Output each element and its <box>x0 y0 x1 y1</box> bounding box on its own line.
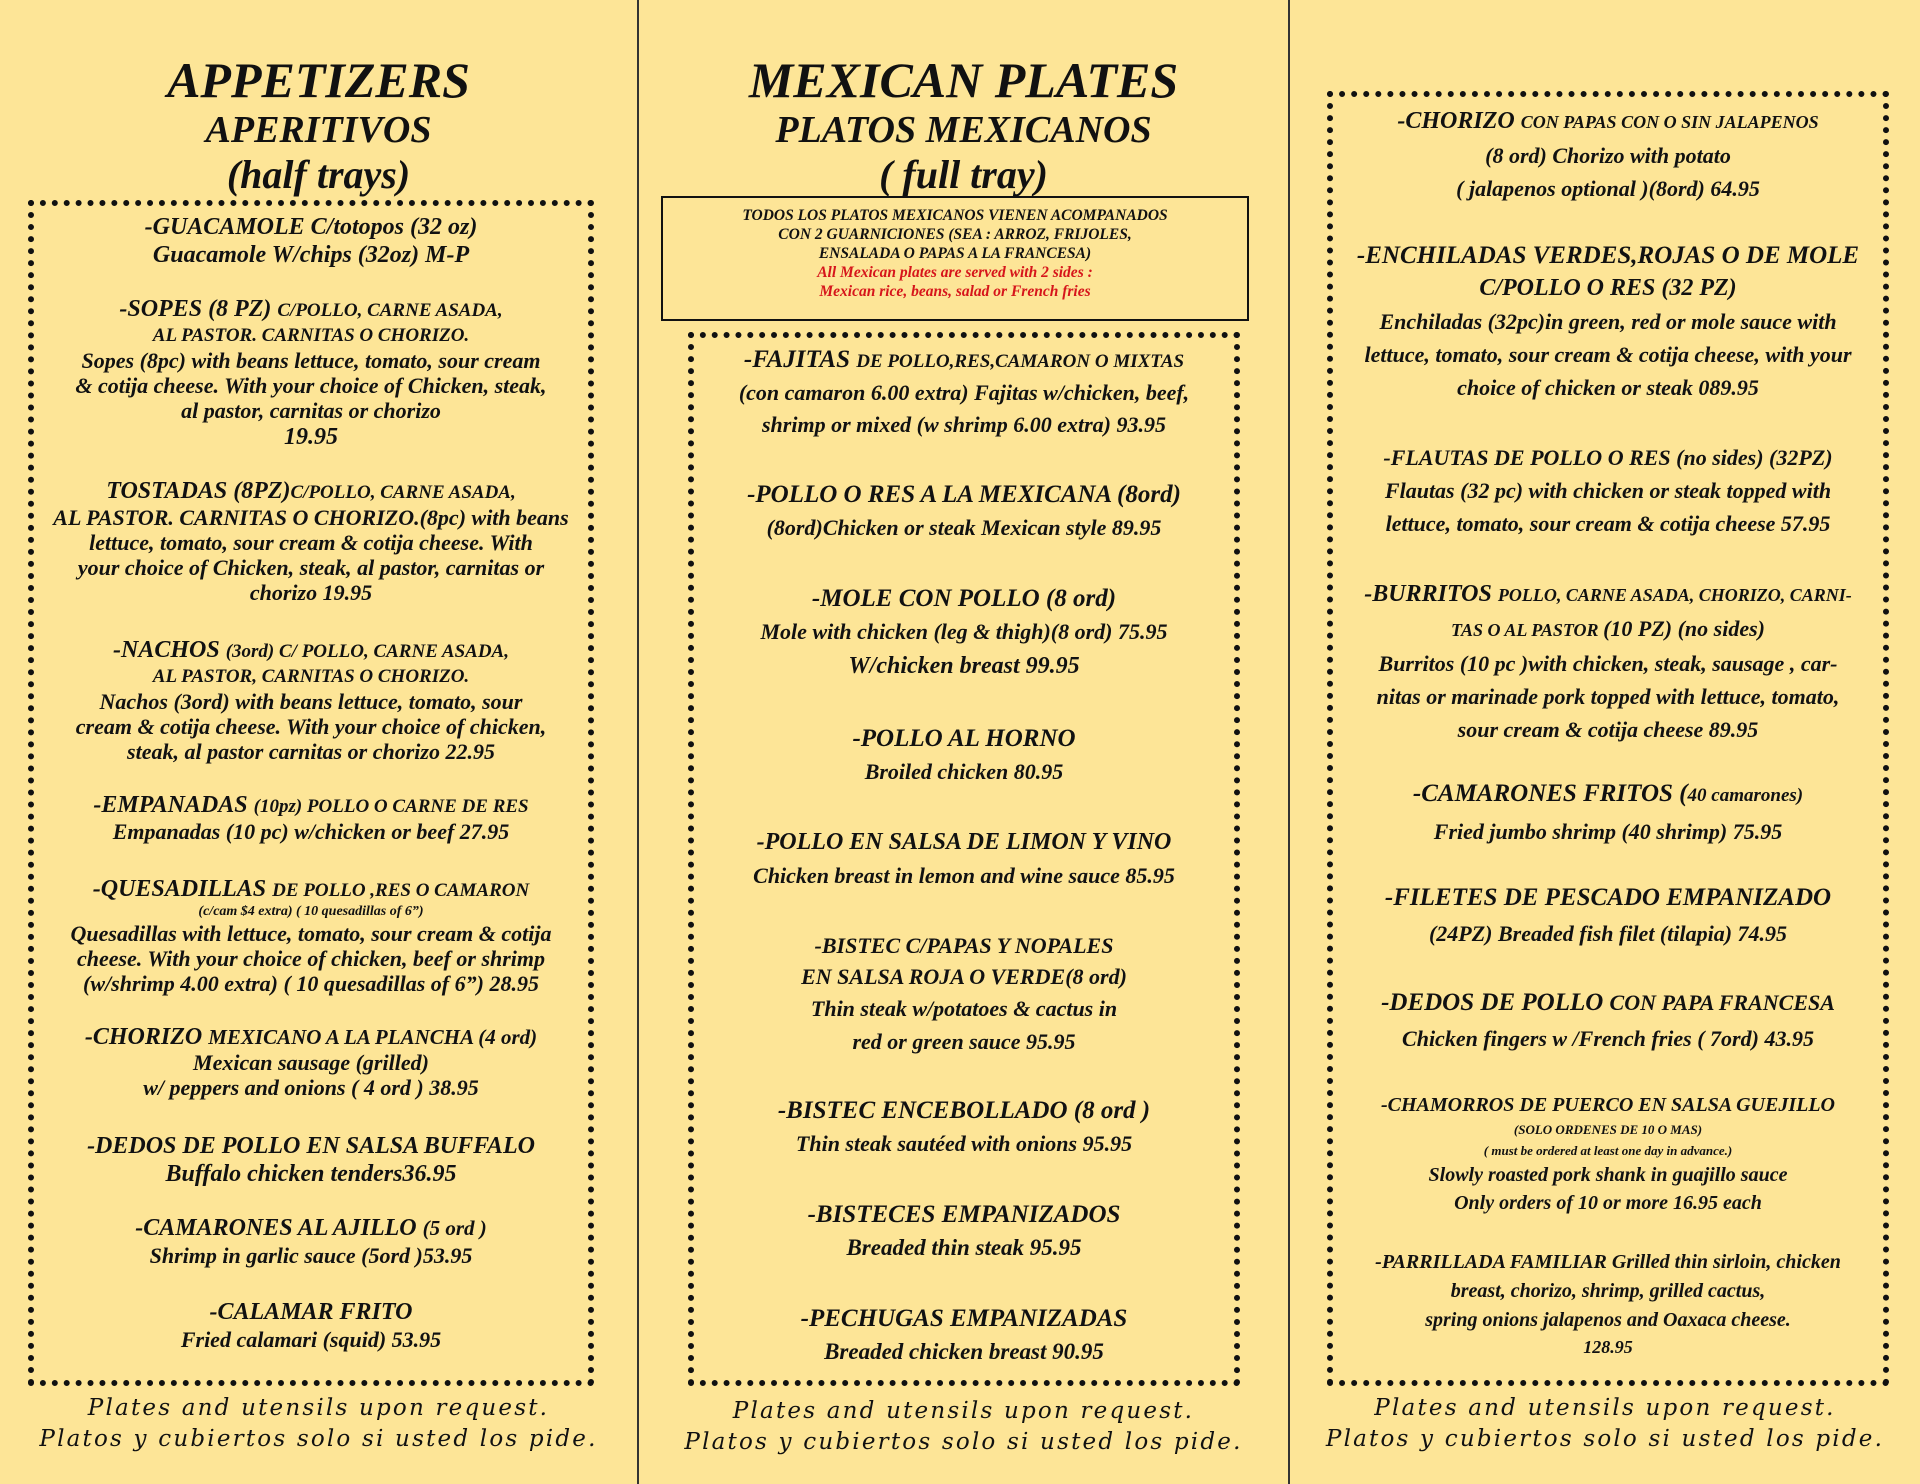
item-title: -CHORIZO MEXICANO A LA PLANCHA (4 ord) <box>84 1024 538 1050</box>
item-title: -DEDOS DE POLLO EN SALSA BUFFALO <box>87 1133 535 1159</box>
item-description: Mole with chicken (leg & thigh)(8 ord) 75.95 <box>760 619 1168 644</box>
item-description: lettuce, tomato, sour cream & cotija cheese. With <box>89 530 533 555</box>
item-description: nitas or marinade pork topped with lettuce, tomato, <box>1376 684 1840 709</box>
item-note: ( must be ordered at least one day in advance.) <box>1483 1143 1733 1158</box>
plate-mole <box>694 582 1234 683</box>
footer-spanish: Platos y cubiertos solo si usted los pide. <box>1325 1426 1885 1452</box>
right-flautas <box>1333 441 1883 540</box>
right-enchiladas <box>1333 239 1883 404</box>
item-title: -FAJITAS DE POLLO,RES,CAMARON O MIXTAS <box>743 346 1185 373</box>
appetizer-sopes <box>34 296 588 451</box>
plates-subtitle: PLATOS MEXICANOS <box>775 109 1152 151</box>
item-title: -EMPANADAS (10pz) POLLO O CARNE DE RES <box>93 792 529 818</box>
right-chorizo-papas <box>1333 104 1883 205</box>
item-description: Buffalo chicken tenders36.95 <box>165 1161 457 1187</box>
note-line-english: Mexican rice, beans, salad or French fries <box>819 283 1091 300</box>
item-description: Flautas (32 pc) with chicken or steak topped with <box>1384 478 1832 503</box>
item-subtitle: C/POLLO O RES (32 PZ) <box>1479 275 1737 301</box>
item-title: -MOLE CON POLLO (8 ord) <box>811 585 1117 612</box>
appetizer-tostadas <box>34 478 588 605</box>
item-description: red or green sauce 95.95 <box>852 1029 1076 1054</box>
item-description: & cotija cheese. With your choice of Chicken, steak, <box>75 373 547 398</box>
item-title: -PECHUGAS EMPANIZADAS <box>800 1305 1128 1332</box>
item-description: Fried jumbo shrimp (40 shrimp) 75.95 <box>1433 819 1783 844</box>
appetizers-subtitle: APERITIVOS <box>205 109 432 151</box>
item-description: Sopes (8pc) with beans lettuce, tomato, sour cream <box>81 348 541 373</box>
item-description: sour cream & cotija cheese 89.95 <box>1457 717 1759 742</box>
item-description: breast, chorizo, shrimp, grilled cactus, <box>1450 1280 1766 1302</box>
item-description: cream & cotija cheese. With your choice of chicken, <box>75 714 547 739</box>
item-subtitle: AL PASTOR. CARNITAS O CHORIZO. <box>152 325 470 346</box>
item-description: Quesadillas with lettuce, tomato, sour cream & cotija <box>70 921 552 946</box>
right-dedos-pollo <box>1333 985 1883 1057</box>
plate-a-la-mexicana <box>694 478 1234 545</box>
note-line: TODOS LOS PLATOS MEXICANOS VIENEN ACOMPANADOS <box>742 207 1168 224</box>
appetizer-calamar <box>34 1298 588 1354</box>
right-parrillada <box>1333 1248 1883 1360</box>
plate-bistec-papas <box>694 930 1234 1058</box>
item-description: steak, al pastor carnitas or chorizo 22.95 <box>127 739 495 764</box>
item-description: Thin steak sautéed with onions 95.95 <box>795 1131 1133 1156</box>
item-description: Nachos (3ord) with beans lettuce, tomato, sour <box>99 689 523 714</box>
item-title: -BISTECES EMPANIZADOS <box>807 1201 1121 1228</box>
item-subtitle: EN SALSA ROJA O VERDE(8 ord) <box>801 964 1127 989</box>
item-title: -DEDOS DE POLLO CON PAPA FRANCESA <box>1381 989 1835 1016</box>
item-price: 19.95 <box>284 424 338 450</box>
item-description: (8ord)Chicken or steak Mexican style 89.95 <box>766 515 1162 540</box>
item-description: Breaded chicken breast 90.95 <box>824 1339 1104 1364</box>
item-description: lettuce, tomato, sour cream & cotija cheese, with your <box>1364 342 1852 367</box>
item-title: -QUESADILLAS DE POLLO ,RES O CAMARON <box>92 876 530 902</box>
item-description: ( jalapenos optional )(8ord) 64.95 <box>1456 176 1760 201</box>
appetizer-camarones-ajillo <box>34 1214 588 1270</box>
appetizer-dedos-buffalo <box>34 1132 588 1188</box>
item-description: W/chicken breast 99.95 <box>848 653 1080 679</box>
item-description: Mexican sausage (grilled) <box>193 1050 429 1075</box>
right-burritos <box>1333 577 1883 746</box>
footer-center <box>639 1396 1288 1458</box>
footer-right <box>1290 1393 1920 1455</box>
item-description: w/ peppers and onions ( 4 ord ) 38.95 <box>143 1075 479 1100</box>
footer-english: Plates and utensils upon request. <box>87 1395 550 1421</box>
right-column <box>1290 0 1920 1484</box>
item-title: TOSTADAS (8PZ)C/POLLO, CARNE ASADA, <box>106 478 516 504</box>
item-title: -POLLO EN SALSA DE LIMON Y VINO <box>756 829 1172 855</box>
footer-english: Plates and utensils upon request. <box>732 1398 1195 1424</box>
item-description: chorizo 19.95 <box>249 580 373 605</box>
item-title: -CALAMAR FRITO <box>209 1299 413 1325</box>
item-description: (con camaron 6.00 extra) Fajitas w/chicken, beef, <box>738 380 1190 405</box>
plate-pechugas-empanizadas <box>694 1302 1234 1369</box>
item-title: -BISTEC C/PAPAS Y NOPALES <box>814 933 1114 958</box>
plate-pollo-limon <box>694 826 1234 893</box>
item-note: (c/cam $4 extra) ( 10 quesadillas of 6”) <box>198 904 424 919</box>
plates-tray-size: ( full tray) <box>879 152 1048 197</box>
footer-english: Plates and utensils upon request. <box>1374 1395 1836 1421</box>
item-description: choice of chicken or steak 089.95 <box>1457 375 1759 400</box>
item-title: -CHORIZO CON PAPAS CON O SIN JALAPENOS <box>1397 108 1819 134</box>
item-description: Slowly roasted pork shank in guajillo sauce <box>1428 1164 1788 1186</box>
appetizer-empanadas <box>34 792 588 844</box>
item-description: Fried calamari (squid) 53.95 <box>180 1327 442 1352</box>
plates-column <box>639 0 1288 1484</box>
item-title: -GUACAMOLE C/totopos (32 oz) <box>144 214 478 240</box>
sides-note <box>661 196 1249 321</box>
appetizer-quesadillas <box>34 876 588 996</box>
item-description: Chicken fingers w /French fries ( 7ord) 43.95 <box>1402 1026 1814 1051</box>
footer-spanish: Platos y cubiertos solo si usted los pide. <box>39 1426 598 1452</box>
item-price: 128.95 <box>1583 1337 1633 1357</box>
plates-title: MEXICAN PLATES <box>748 52 1179 108</box>
item-title: -SOPES (8 PZ) C/POLLO, CARNE ASADA, <box>119 296 503 322</box>
item-description: shrimp or mixed (w shrimp 6.00 extra) 93.95 <box>762 412 1166 437</box>
note-line-english: All Mexican plates are served with 2 sides : <box>817 264 1093 281</box>
note-line: ENSALADA O PAPAS A LA FRANCESA) <box>818 245 1092 262</box>
item-description: Only orders of 10 or more 16.95 each <box>1454 1192 1762 1214</box>
item-title: -BURRITOS POLLO, CARNE ASADA, CHORIZO, CARNI- <box>1364 581 1852 607</box>
right-chamorros <box>1333 1091 1883 1217</box>
item-title: -CAMARONES AL AJILLO (5 ord ) <box>135 1215 487 1241</box>
item-subtitle: AL PASTOR, CARNITAS O CHORIZO. <box>152 666 470 687</box>
item-description: cheese. With your choice of chicken, beef or shrimp <box>76 946 546 971</box>
item-title: -FILETES DE PESCADO EMPANIZADO <box>1384 884 1832 911</box>
item-title: -POLLO O RES A LA MEXICANA (8ord) <box>747 481 1181 508</box>
note-line: CON 2 GUARNICIONES (SEA : ARROZ, FRIJOLES, <box>778 226 1132 243</box>
plate-fajitas <box>694 345 1234 441</box>
plate-bisteces-empanizados <box>694 1198 1234 1265</box>
appetizers-title: APPETIZERS <box>167 52 470 108</box>
item-description: Thin steak w/potatoes & cactus in <box>810 996 1118 1021</box>
footer-spanish: Platos y cubiertos solo si usted los pide. <box>684 1429 1243 1455</box>
item-title: -CAMARONES FRITOS (40 camarones) <box>1412 780 1804 807</box>
item-title: -PARRILLADA FAMILIAR Grilled thin sirloin, chicken <box>1375 1251 1841 1273</box>
item-description: lettuce, tomato, sour cream & cotija cheese 57.95 <box>1385 511 1831 536</box>
item-description: spring onions jalapenos and Oaxaca cheese. <box>1425 1309 1791 1331</box>
item-description: Burritos (10 pc )with chicken, steak, sausage , car- <box>1378 651 1838 676</box>
item-title: -ENCHILADAS VERDES,ROJAS O DE MOLE <box>1356 242 1860 269</box>
appetizer-chorizo <box>34 1024 588 1100</box>
item-title: -CHAMORROS DE PUERCO EN SALSA GUEJILLO <box>1381 1094 1835 1116</box>
right-camarones-fritos <box>1333 776 1883 850</box>
item-description: (24PZ) Breaded fish filet (tilapia) 74.95 <box>1428 921 1788 946</box>
item-description: Guacamole W/chips (32oz) M-P <box>152 242 470 268</box>
item-title: -FLAUTAS DE POLLO O RES (no sides) (32PZ) <box>1383 445 1833 470</box>
item-description: (8 ord) Chorizo with potato <box>1485 143 1731 168</box>
item-subtitle: TAS O AL PASTOR (10 PZ) (no sides) <box>1451 616 1765 641</box>
item-description: al pastor, carnitas or chorizo <box>181 398 441 423</box>
plate-pollo-horno <box>694 722 1234 789</box>
item-title: -BISTEC ENCEBOLLADO (8 ord ) <box>777 1097 1151 1124</box>
item-title: -POLLO AL HORNO <box>852 725 1076 752</box>
item-title: -NACHOS (3ord) C/ POLLO, CARNE ASADA, <box>113 637 509 663</box>
appetizers-tray-size: (half trays) <box>226 152 411 197</box>
item-description: Empanadas (10 pc) w/chicken or beef 27.95 <box>112 819 510 844</box>
item-description: Breaded thin steak 95.95 <box>846 1235 1082 1260</box>
item-description: Chicken breast in lemon and wine sauce 85.95 <box>753 863 1175 888</box>
item-description: (w/shrimp 4.00 extra) ( 10 quesadillas of 6”) 28.95 <box>83 971 539 996</box>
right-filetes-pescado <box>1333 880 1883 952</box>
appetizers-column <box>0 0 637 1484</box>
item-description: AL PASTOR. CARNITAS O CHORIZO.(8pc) with beans <box>53 505 569 530</box>
plate-bistec-encebollado <box>694 1094 1234 1161</box>
item-note: (SOLO ORDENES DE 10 O MAS) <box>1513 1122 1703 1137</box>
appetizer-nachos <box>34 637 588 764</box>
item-description: Enchiladas (32pc)in green, red or mole sauce with <box>1379 309 1837 334</box>
item-description: your choice of Chicken, steak, al pastor, carnitas or <box>77 555 545 580</box>
footer-left <box>0 1393 637 1455</box>
item-description: Shrimp in garlic sauce (5ord )53.95 <box>149 1243 473 1268</box>
item-description: Broiled chicken 80.95 <box>864 759 1064 784</box>
appetizer-guacamole <box>34 213 588 269</box>
